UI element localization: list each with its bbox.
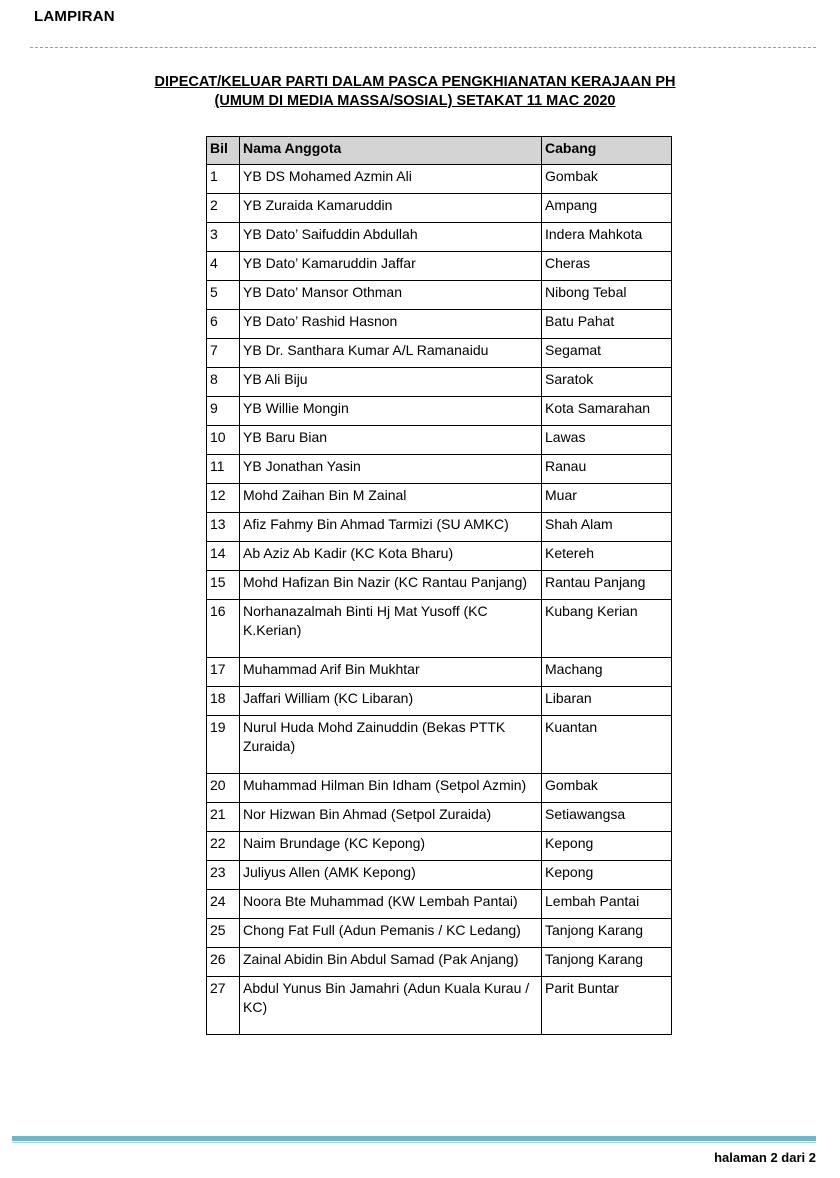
cell-bil: 3 <box>207 223 240 252</box>
table-row <box>207 252 672 281</box>
table-row <box>207 687 672 716</box>
cell-nama: YB Dr. Santhara Kumar A/L Ramanaidu <box>240 339 542 368</box>
cell-bil: 4 <box>207 252 240 281</box>
cell-nama: YB Ali Biju <box>240 368 542 397</box>
cell-bil: 8 <box>207 368 240 397</box>
table-row <box>207 455 672 484</box>
cell-nama: YB Jonathan Yasin <box>240 455 542 484</box>
cell-nama: Juliyus Allen (AMK Kepong) <box>240 861 542 890</box>
cell-nama: Nor Hizwan Bin Ahmad (Setpol Zuraida) <box>240 803 542 832</box>
cell-cabang: Ketereh <box>542 542 672 571</box>
cell-bil: 6 <box>207 310 240 339</box>
cell-cabang: Gombak <box>542 165 672 194</box>
cell-nama: YB Dato’ Kamaruddin Jaffar <box>240 252 542 281</box>
members-table <box>206 136 672 1035</box>
cell-bil: 24 <box>207 890 240 919</box>
cell-nama: YB Willie Mongin <box>240 397 542 426</box>
cell-cabang: Ampang <box>542 194 672 223</box>
cell-nama: YB DS Mohamed Azmin Ali <box>240 165 542 194</box>
table-header-row <box>207 137 672 165</box>
cell-cabang: Kubang Kerian <box>542 600 672 658</box>
cell-bil: 7 <box>207 339 240 368</box>
cell-cabang: Cheras <box>542 252 672 281</box>
cell-bil: 22 <box>207 832 240 861</box>
cell-cabang: Nibong Tebal <box>542 281 672 310</box>
cell-cabang: Parit Buntar <box>542 977 672 1035</box>
cell-bil: 21 <box>207 803 240 832</box>
cell-bil: 11 <box>207 455 240 484</box>
table-row <box>207 774 672 803</box>
cell-cabang: Rantau Panjang <box>542 571 672 600</box>
cell-bil: 13 <box>207 513 240 542</box>
table-row <box>207 194 672 223</box>
cell-cabang: Kota Samarahan <box>542 397 672 426</box>
cell-nama: Ab Aziz Ab Kadir (KC Kota Bharu) <box>240 542 542 571</box>
cell-bil: 9 <box>207 397 240 426</box>
cell-bil: 2 <box>207 194 240 223</box>
table-row <box>207 165 672 194</box>
header-divider <box>30 47 816 48</box>
cell-cabang: Tanjong Karang <box>542 919 672 948</box>
table-row <box>207 658 672 687</box>
cell-cabang: Setiawangsa <box>542 803 672 832</box>
cell-nama: Chong Fat Full (Adun Pemanis / KC Ledang) <box>240 919 542 948</box>
cell-bil: 26 <box>207 948 240 977</box>
cell-nama: Zainal Abidin Bin Abdul Samad (Pak Anjang) <box>240 948 542 977</box>
cell-cabang: Kepong <box>542 832 672 861</box>
cell-bil: 17 <box>207 658 240 687</box>
cell-cabang: Kepong <box>542 861 672 890</box>
table-row <box>207 861 672 890</box>
column-header-nama: Nama Anggota <box>240 137 542 165</box>
page-header-label: LAMPIRAN <box>34 8 115 25</box>
table-row <box>207 803 672 832</box>
cell-cabang: Segamat <box>542 339 672 368</box>
table-row <box>207 948 672 977</box>
cell-cabang: Shah Alam <box>542 513 672 542</box>
table-row <box>207 832 672 861</box>
cell-bil: 16 <box>207 600 240 658</box>
cell-nama: Noora Bte Muhammad (KW Lembah Pantai) <box>240 890 542 919</box>
table-row <box>207 600 672 658</box>
cell-nama: Nurul Huda Mohd Zainuddin (Bekas PTTK Zuraida) <box>240 716 542 774</box>
cell-cabang: Kuantan <box>542 716 672 774</box>
cell-cabang: Ranau <box>542 455 672 484</box>
footer-accent-bar <box>12 1136 816 1141</box>
cell-nama: Muhammad Arif Bin Mukhtar <box>240 658 542 687</box>
cell-nama: Jaffari William (KC Libaran) <box>240 687 542 716</box>
cell-nama: Afiz Fahmy Bin Ahmad Tarmizi (SU AMKC) <box>240 513 542 542</box>
cell-cabang: Indera Mahkota <box>542 223 672 252</box>
document-title-line-2: (UMUM DI MEDIA MASSA/SOSIAL) SETAKAT 11 MAC 2020 <box>214 93 616 109</box>
cell-cabang: Machang <box>542 658 672 687</box>
cell-bil: 25 <box>207 919 240 948</box>
table-row <box>207 339 672 368</box>
cell-nama: Muhammad Hilman Bin Idham (Setpol Azmin) <box>240 774 542 803</box>
table-row <box>207 513 672 542</box>
cell-cabang: Gombak <box>542 774 672 803</box>
cell-nama: YB Zuraida Kamaruddin <box>240 194 542 223</box>
cell-nama: YB Dato’ Mansor Othman <box>240 281 542 310</box>
document-title-line-1: DIPECAT/KELUAR PARTI DALAM PASCA PENGKHIANATAN KERAJAAN PH <box>154 74 676 90</box>
cell-nama: Naim Brundage (KC Kepong) <box>240 832 542 861</box>
table-row <box>207 919 672 948</box>
cell-bil: 1 <box>207 165 240 194</box>
cell-bil: 19 <box>207 716 240 774</box>
cell-bil: 18 <box>207 687 240 716</box>
cell-bil: 27 <box>207 977 240 1035</box>
page-number: halaman 2 dari 2 <box>714 1150 816 1165</box>
cell-nama: Mohd Hafizan Bin Nazir (KC Rantau Panjang) <box>240 571 542 600</box>
cell-cabang: Muar <box>542 484 672 513</box>
cell-cabang: Tanjong Karang <box>542 948 672 977</box>
cell-nama: YB Baru Bian <box>240 426 542 455</box>
cell-nama: Norhanazalmah Binti Hj Mat Yusoff (KC K.Kerian) <box>240 600 542 658</box>
cell-bil: 14 <box>207 542 240 571</box>
cell-cabang: Libaran <box>542 687 672 716</box>
cell-cabang: Lembah Pantai <box>542 890 672 919</box>
table-row <box>207 397 672 426</box>
table-row <box>207 368 672 397</box>
cell-cabang: Saratok <box>542 368 672 397</box>
cell-bil: 10 <box>207 426 240 455</box>
table-row <box>207 716 672 774</box>
column-header-bil: Bil <box>207 137 240 165</box>
table-row <box>207 542 672 571</box>
table-row <box>207 571 672 600</box>
document-title <box>0 73 830 111</box>
cell-cabang: Batu Pahat <box>542 310 672 339</box>
footer-accent-line <box>12 1142 816 1143</box>
cell-nama: Mohd Zaihan Bin M Zainal <box>240 484 542 513</box>
table-row <box>207 281 672 310</box>
cell-nama: YB Dato’ Saifuddin Abdullah <box>240 223 542 252</box>
table-row <box>207 426 672 455</box>
column-header-cabang: Cabang <box>542 137 672 165</box>
cell-bil: 5 <box>207 281 240 310</box>
cell-bil: 23 <box>207 861 240 890</box>
cell-bil: 20 <box>207 774 240 803</box>
cell-bil: 15 <box>207 571 240 600</box>
table-row <box>207 890 672 919</box>
table-row <box>207 484 672 513</box>
table-row <box>207 977 672 1035</box>
cell-nama: Abdul Yunus Bin Jamahri (Adun Kuala Kurau / KC) <box>240 977 542 1035</box>
table-row <box>207 223 672 252</box>
cell-bil: 12 <box>207 484 240 513</box>
cell-nama: YB Dato’ Rashid Hasnon <box>240 310 542 339</box>
table-row <box>207 310 672 339</box>
table-body <box>207 165 672 1035</box>
cell-cabang: Lawas <box>542 426 672 455</box>
